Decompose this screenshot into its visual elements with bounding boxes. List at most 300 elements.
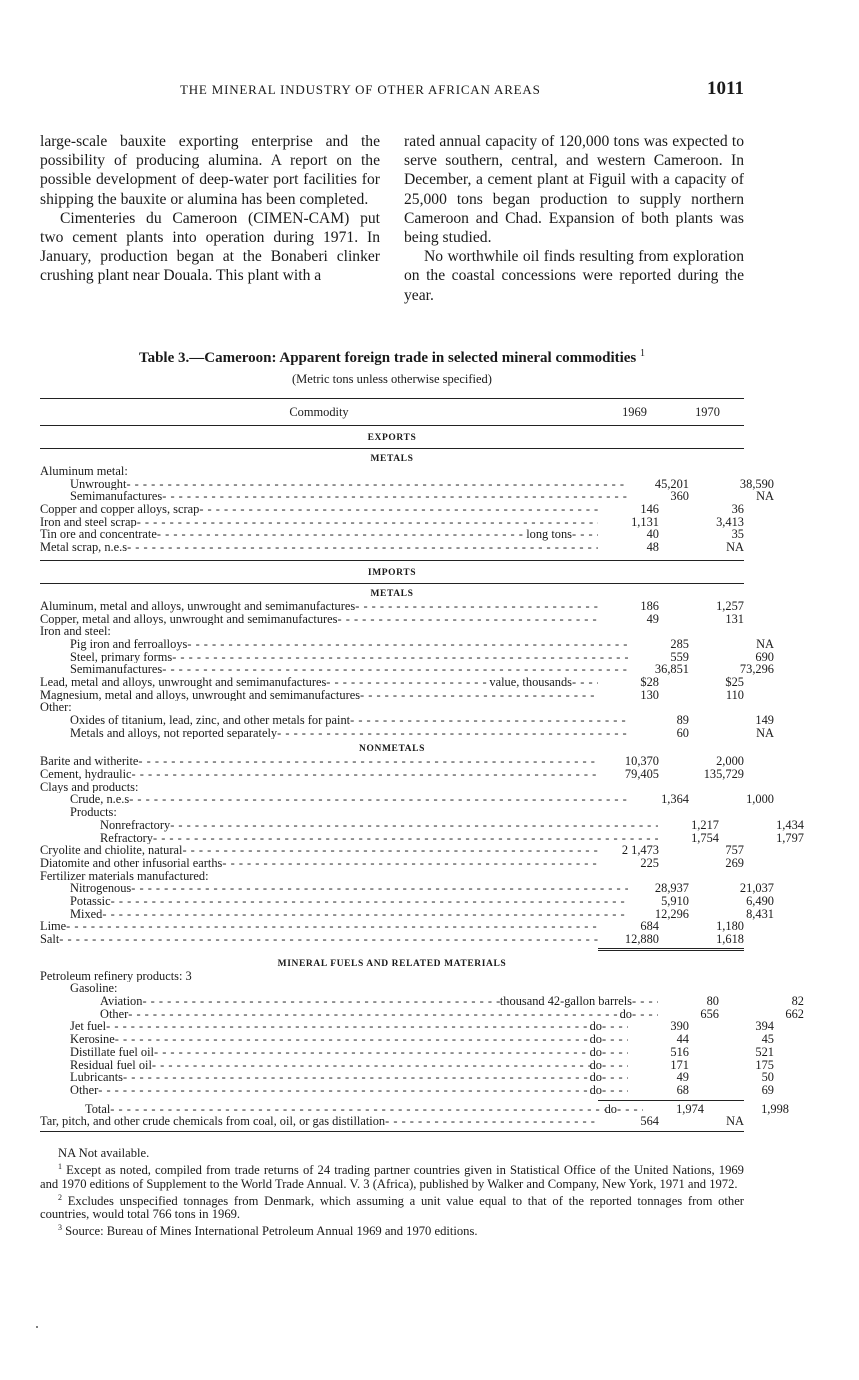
leader-dots (632, 995, 658, 1008)
row-label (40, 714, 628, 727)
table-row (40, 906, 774, 921)
leader-dots (127, 541, 598, 554)
table-row (40, 1019, 774, 1034)
value-1969: 79,405 (624, 767, 659, 782)
table-row (40, 662, 774, 677)
value-1970: NA (726, 540, 744, 555)
row-label (40, 806, 628, 819)
table-row (40, 689, 744, 702)
value-1970: 131 (725, 611, 744, 626)
value-1970: 38,590 (739, 476, 774, 491)
row-label (40, 727, 628, 740)
commodity-name: Oxides of titanium, lead, zinc, and other metals for paint (70, 714, 351, 727)
value-1970: 521 (755, 1044, 774, 1059)
value-1970: 394 (755, 1019, 774, 1034)
commodity-name: Distillate fuel oil (70, 1045, 154, 1059)
leader-dots (157, 528, 526, 541)
commodity-name: Tar, pitch, and other crude chemicals from coal, oil, or gas distillation (40, 1115, 386, 1128)
value-1970: 1,998 (761, 1101, 789, 1116)
commodity-name: Semimanufactures (70, 663, 163, 676)
row-label (40, 982, 628, 995)
commodity-name: Fertilizer materials manufactured: (40, 869, 209, 883)
row-label (40, 701, 598, 714)
commodity-name: Barite and witherite (40, 755, 139, 769)
value-1969: 1,974 (676, 1101, 704, 1116)
value-1969: 48 (646, 540, 659, 555)
paragraph: Cimenteries du Cameroon (CIMEN-CAM) put two cement plants into operation during 1971. In January, production began at the Bonaberi clinker crushing plant near Douala. This plant with a (40, 209, 380, 285)
leader-dots (617, 1103, 643, 1116)
value-1970: 1,257 (716, 598, 744, 613)
table-row (40, 1082, 774, 1097)
leader-dots (59, 933, 598, 946)
table-row (40, 994, 804, 1009)
value-1970: 1,797 (776, 830, 804, 845)
value-1970: 1,434 (776, 817, 804, 832)
table-row (40, 465, 744, 478)
unit-note: do (604, 1102, 617, 1116)
table-row (40, 1057, 774, 1072)
leader-dots (111, 895, 628, 908)
group-imports-nonmetals: NONMETALS (359, 744, 425, 755)
leader-dots (572, 676, 598, 689)
row-label (40, 1033, 628, 1046)
paragraph: rated annual capacity of 120,000 tons was expected to serve southern, central, and western Cameroon. In December, a cement plant at Figuil with a capacity of 25,000 tons began production to supply northern Cameroon and Chad. Expansion of both plants was being studied. (404, 133, 744, 247)
footnotes (40, 1147, 744, 1239)
column-header-1970: 1970 (695, 404, 720, 419)
leader-dots (98, 1084, 589, 1097)
table-row (40, 817, 804, 832)
value-1970: NA (726, 1114, 744, 1129)
leader-dots (572, 528, 598, 541)
value-1969: 390 (670, 1019, 689, 1034)
leader-dots (128, 1008, 619, 1021)
value-1970: 1,618 (716, 932, 744, 946)
table-row (40, 516, 744, 529)
text-column-right (404, 132, 744, 305)
row-label (40, 600, 598, 613)
leader-dots (162, 490, 628, 503)
row-label (40, 768, 598, 781)
text-column-left (40, 132, 380, 286)
commodity-name: Iron and steel: (40, 625, 111, 638)
table-row (40, 725, 774, 740)
value-1969: 1,217 (691, 817, 719, 832)
commodity-name: Nonrefractory (100, 818, 171, 832)
commodity-name: Jet fuel (70, 1020, 107, 1034)
row-label (40, 781, 598, 794)
row-label (40, 676, 598, 689)
page-speck (36, 1326, 38, 1328)
row-label (40, 882, 628, 895)
commodity-name: Other (70, 1083, 99, 1097)
table-row (40, 792, 774, 807)
total-rows (40, 1101, 789, 1129)
row-label (40, 995, 658, 1008)
leader-dots (110, 1103, 604, 1116)
row-label (40, 651, 628, 664)
value-1970: 757 (725, 843, 744, 858)
leader-dots (131, 882, 628, 895)
leader-dots (602, 1033, 628, 1046)
commodity-name: Diatomite and other infusorial earths (40, 856, 223, 870)
commodity-name: Metals and alloys, not reported separately (70, 726, 278, 740)
footnote-text: Source: Bureau of Mines International Petroleum Annual 1969 and 1970 editions. (65, 1224, 478, 1239)
leader-dots (138, 755, 598, 768)
table-row (40, 768, 744, 781)
value-1969: 171 (670, 1057, 689, 1072)
row-label (40, 970, 598, 983)
commodity-name: Mixed (70, 907, 103, 921)
footnote-marker: 3 (58, 1223, 62, 1233)
row-label (40, 920, 598, 933)
unit-note: do (619, 1007, 632, 1021)
leader-dots (153, 832, 658, 845)
leader-dots (222, 857, 598, 870)
table-row (40, 701, 744, 714)
group-imports-fuels: MINERAL FUELS AND RELATED MATERIALS (277, 958, 507, 969)
value-1969: 44 (676, 1032, 689, 1047)
value-1969: 45,201 (654, 476, 689, 491)
value-1969: 12,296 (654, 906, 689, 921)
commodity-name: Potassic (70, 894, 111, 908)
row-label (40, 933, 598, 946)
value-1970: NA (756, 725, 774, 740)
value-1969: 2 1,473 (621, 843, 659, 858)
value-1970: 110 (725, 687, 744, 702)
row-label (40, 1071, 628, 1084)
table-row (40, 625, 744, 638)
row-label (40, 503, 598, 516)
commodity-name: Gasoline: (70, 982, 118, 996)
leader-dots (154, 1046, 590, 1059)
imports-nonmetals-rows (40, 754, 804, 946)
table-row (40, 541, 744, 554)
value-1969: 40 (646, 527, 659, 542)
value-1970: 1,000 (746, 792, 774, 807)
commodity-name: Residual fuel oil (70, 1058, 152, 1072)
value-1970: 2,000 (716, 754, 744, 769)
leader-dots (106, 1020, 589, 1033)
value-1969: 12,880 (624, 932, 659, 946)
row-label (40, 1046, 628, 1059)
table-row (40, 1101, 789, 1116)
value-1969: 10,370 (624, 754, 659, 769)
value-1970: NA (756, 636, 774, 651)
value-1970: NA (756, 489, 774, 504)
row-label (40, 478, 628, 491)
commodity-name: Petroleum refinery products: 3 (40, 969, 192, 983)
value-1970: 149 (755, 713, 774, 727)
leader-dots (602, 1059, 628, 1072)
unit-note: do (589, 1033, 602, 1046)
commodity-name: Unwrought (70, 477, 127, 491)
table-row (40, 528, 744, 541)
value-1969: 49 (676, 1070, 689, 1085)
commodity-name: Iron and steel scrap (40, 515, 137, 529)
leader-dots (142, 995, 499, 1008)
value-1969: 1,131 (631, 514, 659, 529)
leader-dots (199, 503, 598, 516)
row-label (40, 1008, 658, 1021)
value-1969: 130 (640, 687, 659, 702)
value-1969: 360 (670, 489, 689, 504)
imports-metals-rows (40, 598, 774, 740)
footnote-text: Except as noted, compiled from trade returns of 24 trading partner countries given in Statistical Office of the United Nations, 1969 and 1970 editions of Supplement to the World Trade Annual. V. 3 (Africa), published by Walker and Company, New York, 1971 and 1972. (40, 1163, 744, 1191)
commodity-name: Pig iron and ferroalloys (70, 637, 188, 651)
table-row (40, 1070, 774, 1085)
leader-dots (350, 714, 628, 727)
row-label (40, 895, 628, 908)
commodity-name: Clays and products: (40, 780, 139, 794)
value-1969: 564 (640, 1114, 659, 1129)
value-1970: 69 (761, 1082, 774, 1097)
value-1970: 82 (791, 994, 804, 1009)
row-label (40, 1084, 628, 1097)
value-1970: 1,180 (716, 919, 744, 934)
table-subtitle: (Metric tons unless otherwise specified) (292, 372, 492, 386)
value-1969: 146 (640, 502, 659, 517)
table-row (40, 933, 744, 946)
commodity-name: Salt (40, 933, 60, 946)
table-title (40, 348, 744, 367)
footnote-3 (40, 1221, 744, 1238)
value-1969: 1,754 (691, 830, 719, 845)
unit-note: do (589, 1071, 602, 1084)
table-bottom-rule (40, 1131, 744, 1132)
table-row (40, 857, 744, 870)
leader-dots (385, 1115, 598, 1128)
total-rule (598, 1100, 744, 1101)
leader-dots (182, 844, 598, 857)
value-1969: 36,851 (654, 662, 689, 677)
paragraph: large-scale bauxite exporting enterprise and the possibility of producing alumina. A report on the possible development of deep-water port facilities for shipping the bauxite or alumina has been completed. (40, 133, 380, 208)
table-row (40, 970, 744, 983)
commodity-name: Refractory (100, 831, 153, 845)
unit-note: do (589, 1020, 602, 1034)
paragraph: No worthwhile oil finds resulting from exploration on the coastal concessions were reported during the year. (404, 248, 744, 304)
table-row (40, 1044, 774, 1059)
value-1969: 285 (670, 636, 689, 651)
leader-dots (602, 1020, 628, 1033)
table-title-note: 1 (640, 348, 646, 359)
commodity-name: Lime (40, 920, 67, 934)
value-1970: 50 (761, 1070, 774, 1085)
running-head (40, 80, 744, 104)
trade-table (40, 398, 804, 1132)
unit-note: long tons (526, 528, 572, 542)
row-label (40, 870, 598, 883)
leader-dots (152, 1059, 590, 1072)
row-label (40, 819, 658, 832)
value-1970: 36 (731, 502, 744, 517)
leader-dots (126, 478, 628, 491)
leader-dots (187, 638, 628, 651)
running-title: THE MINERAL INDUSTRY OF OTHER AFRICAN AREAS (180, 82, 541, 97)
value-1970: 690 (755, 649, 774, 664)
row-label (40, 663, 628, 676)
unit-note: do (589, 1083, 602, 1097)
value-1969: 186 (640, 598, 659, 613)
table-title-text: Table 3.—Cameroon: Apparent foreign trade in selected mineral commodities (138, 350, 637, 366)
leader-dots (338, 613, 599, 626)
leader-dots (602, 1046, 628, 1059)
value-1970: 269 (725, 855, 744, 870)
exports-metals-rows (40, 465, 774, 555)
value-1970: 21,037 (739, 881, 774, 896)
leader-dots (129, 793, 628, 806)
leader-dots (115, 1033, 590, 1046)
table-row (40, 636, 774, 651)
value-1970: 35 (731, 527, 744, 542)
value-1969: 60 (676, 725, 689, 740)
row-label (40, 755, 598, 768)
row-label (40, 1103, 643, 1116)
row-label (40, 490, 628, 503)
value-1970: 662 (785, 1006, 804, 1021)
unit-note: thousand 42-gallon barrels (499, 995, 632, 1008)
leader-dots (602, 1071, 628, 1084)
table-row (40, 489, 774, 504)
table-row (40, 781, 744, 794)
row-label (40, 689, 598, 702)
leader-dots (132, 768, 598, 781)
value-1970: $25 (725, 674, 744, 689)
leader-dots (360, 689, 598, 702)
table-row (40, 881, 774, 896)
leader-dots (102, 908, 628, 921)
unit-note: do (589, 1058, 602, 1072)
commodity-name: Aluminum metal: (40, 465, 128, 478)
table-row (40, 870, 744, 883)
value-1970: 3,413 (716, 514, 744, 529)
commodity-name: Products: (70, 806, 117, 819)
footnote-text: Excludes unspecified tonnages from Denmark, which assuming a unit value equal to that of the reported tonnages from other countries, would total 766 tons in 1969. (40, 1193, 744, 1222)
row-label (40, 516, 598, 529)
row-label (40, 857, 598, 870)
row-label (40, 541, 598, 554)
table-row (40, 600, 744, 613)
leader-dots (277, 727, 628, 740)
value-1969: 656 (700, 1006, 719, 1021)
commodity-name: Crude, n.e.s (70, 793, 130, 807)
value-1970: 135,729 (703, 767, 744, 782)
commodity-name: Copper and copper alloys, scrap (40, 503, 200, 516)
commodity-name: Kerosine (70, 1033, 115, 1046)
row-label (40, 844, 598, 857)
group-imports-metals: METALS (370, 588, 414, 599)
imports-fuels-rows (40, 969, 804, 1097)
row-label (40, 625, 598, 638)
value-1969: 89 (676, 713, 689, 727)
table-row (40, 1115, 744, 1128)
row-label (40, 832, 658, 845)
leader-dots (170, 819, 658, 832)
footnote-na: NA Not available. (58, 1146, 150, 1160)
commodity-name: Aluminum, metal and alloys, unwrought and semimanufactures (40, 599, 356, 613)
value-1969: 559 (670, 649, 689, 664)
table-row (40, 806, 744, 819)
row-label (40, 613, 598, 626)
commodity-name: Steel, primary forms (70, 650, 173, 664)
page-number: 1011 (707, 78, 744, 99)
leader-dots (172, 651, 628, 664)
unit-note: value, thousands (489, 675, 572, 689)
commodity-name: Aviation (100, 995, 143, 1008)
row-label (40, 1059, 628, 1072)
leader-dots (137, 516, 598, 529)
commodity-name: Semimanufactures (70, 490, 163, 504)
group-exports-metals: METALS (370, 454, 414, 464)
column-header-1969: 1969 (622, 404, 647, 419)
value-1970: 8,431 (746, 906, 774, 921)
table-row (40, 676, 744, 689)
commodity-name: Cement, hydraulic (40, 768, 132, 781)
value-1969: $28 (640, 674, 659, 689)
row-label (40, 1115, 598, 1128)
table-row (40, 613, 744, 626)
row-label (40, 465, 598, 478)
row-label (40, 908, 628, 921)
value-1969: 225 (640, 855, 659, 870)
table-row (40, 1006, 804, 1021)
table-row (40, 844, 744, 857)
column-header-commodity: Commodity (289, 404, 349, 419)
commodity-name: Lubricants (70, 1071, 123, 1084)
commodity-name: Tin ore and concentrate (40, 528, 157, 542)
table-row (40, 982, 744, 995)
value-1969: 49 (646, 611, 659, 626)
footnote-2 (40, 1191, 744, 1222)
footnote-1 (40, 1160, 744, 1191)
section-imports: IMPORTS (367, 567, 417, 578)
leader-dots (123, 1071, 590, 1084)
value-1970: 6,490 (746, 893, 774, 908)
table-row (40, 893, 774, 908)
table-row (40, 1032, 774, 1047)
leader-dots (355, 600, 598, 613)
leader-dots (602, 1084, 628, 1097)
leader-dots (632, 1008, 658, 1021)
footnote-marker: 1 (58, 1162, 62, 1172)
section-exports: EXPORTS (367, 433, 417, 443)
commodity-name: Nitrogenous (70, 882, 132, 895)
value-1969: 1,364 (661, 792, 689, 807)
table-row (40, 476, 774, 491)
row-label (40, 638, 628, 651)
table-row (40, 649, 774, 664)
row-label (40, 528, 598, 541)
value-1970: 175 (755, 1057, 774, 1072)
leader-dots (326, 676, 489, 689)
commodity-name: Other (100, 1007, 129, 1021)
table-row (40, 503, 744, 516)
value-1970: 73,296 (739, 662, 774, 677)
table-header (40, 399, 744, 425)
value-1969: 684 (640, 919, 659, 934)
commodity-name: Lead, metal and alloys, unwrought and semimanufactures (40, 675, 327, 689)
leader-dots (162, 663, 628, 676)
value-1969: 28,937 (654, 881, 689, 896)
value-1969: 516 (670, 1044, 689, 1059)
commodity-name: Cryolite and chiolite, natural (40, 844, 183, 857)
leader-dots (66, 920, 598, 933)
commodity-name: Total (85, 1102, 111, 1116)
commodity-name: Magnesium, metal and alloys, unwrought and semimanufactures (40, 688, 361, 702)
table-row (40, 713, 774, 727)
value-1970: 45 (761, 1032, 774, 1047)
value-1969: 80 (706, 994, 719, 1009)
value-1969: 68 (676, 1082, 689, 1097)
